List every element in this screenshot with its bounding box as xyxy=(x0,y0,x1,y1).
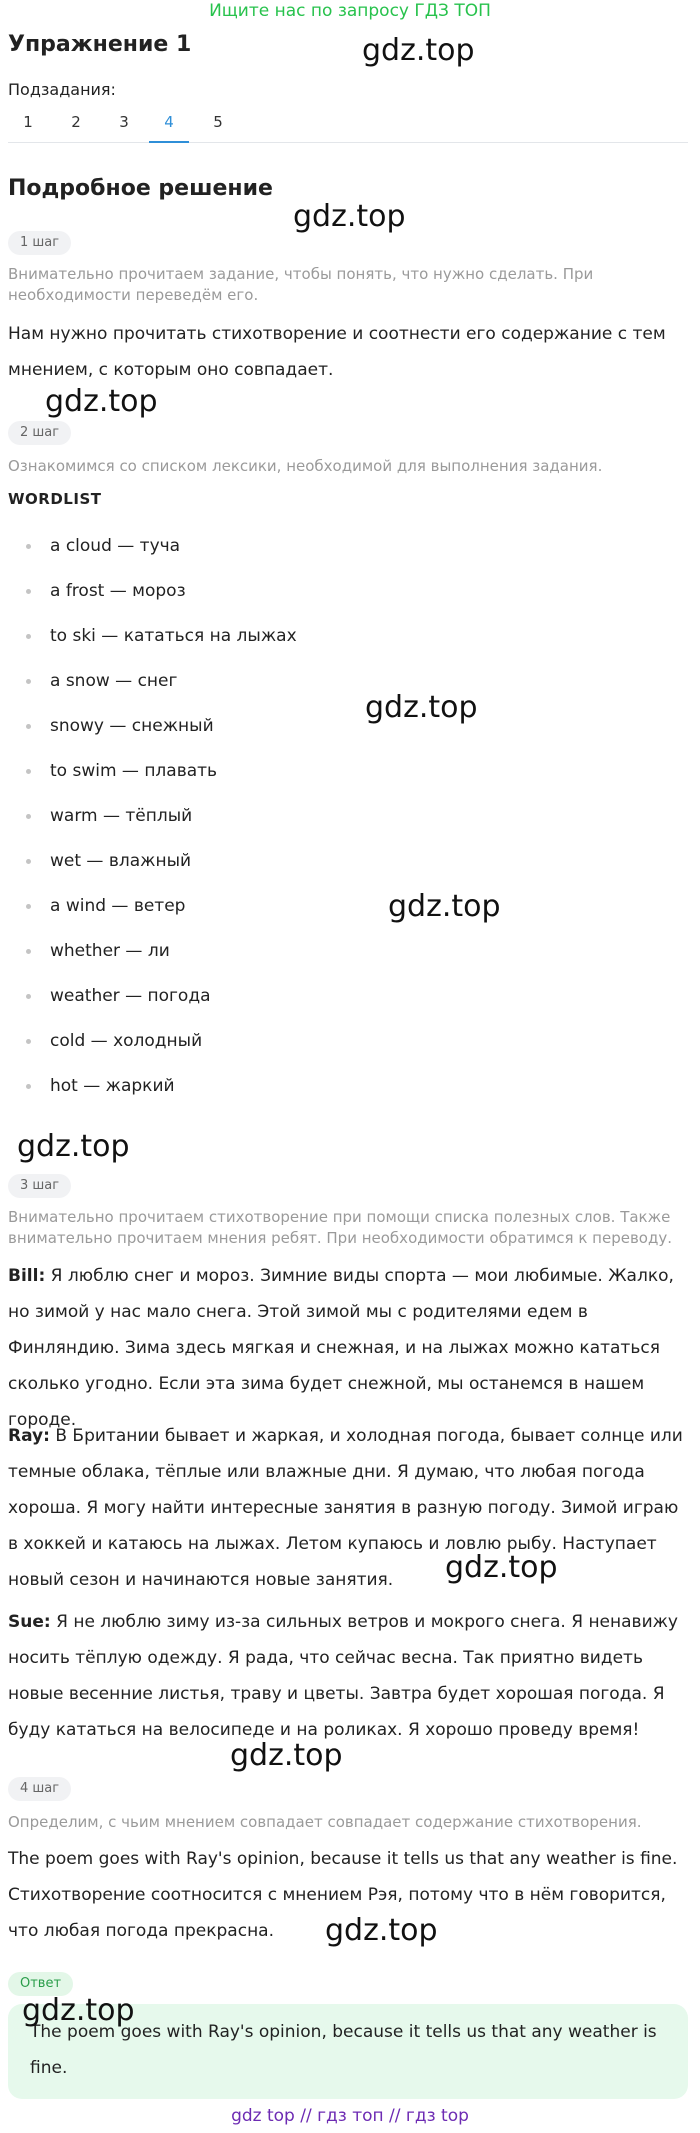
step-badge: 4 шаг xyxy=(8,1777,71,1801)
top-banner: Ищите нас по запросу ГДЗ ТОП xyxy=(209,1,491,21)
list-item: to swim — плавать xyxy=(26,760,297,805)
section-title: Подробное решение xyxy=(8,176,273,201)
step-badge: 2 шаг xyxy=(8,421,71,445)
opinion-sue: Sue: Я не люблю зиму из-за сильных ветров и мокрого снега. Я ненавижу носить тёплую одежду. Я рада, что сейчас весна. Так приятно видеть новые весенние листья, траву и цветы. Завтра будет хорошая погода. Я буду кататься на велосипеде и на роликах. Я хорошо проведу время! xyxy=(8,1612,678,1740)
watermark: gdz.top xyxy=(445,1550,558,1585)
tab-1[interactable]: 1 xyxy=(23,113,33,131)
list-item: warm — тёплый xyxy=(26,805,297,850)
watermark: gdz.top xyxy=(17,1129,130,1164)
step-text: The poem goes with Ray's opinion, because it tells us that any weather is fine. Стихотворение соотносится с мнением Рэя, потому что в нём говорится, что любая погода прекрасна. xyxy=(8,1849,678,1941)
list-item: hot — жаркий xyxy=(26,1075,297,1120)
list-item: a snow — снег xyxy=(26,670,297,715)
subtasks-label: Подзадания: xyxy=(8,80,116,99)
list-item: a cloud — туча xyxy=(26,535,297,580)
list-item: whether — ли xyxy=(26,940,297,985)
step-hint: Внимательно прочитаем стихотворение при помощи списка полезных слов. Также внимательно прочитаем мнения ребят. При необходимости обратимся к переводу. xyxy=(8,1208,672,1247)
watermark: gdz.top xyxy=(365,690,478,725)
list-item: weather — погода xyxy=(26,985,297,1030)
opinion-author: Bill xyxy=(8,1266,39,1286)
answer-badge: Ответ xyxy=(8,1972,73,1996)
subtask-tabs xyxy=(8,108,688,143)
watermark: gdz.top xyxy=(325,1913,438,1948)
list-item: snowy — снежный xyxy=(26,715,297,760)
tab-5[interactable]: 5 xyxy=(213,113,223,131)
watermark: gdz.top xyxy=(45,384,158,419)
watermark: gdz.top xyxy=(22,1993,135,2028)
opinion-author: Ray xyxy=(8,1426,44,1446)
step-badge: 3 шаг xyxy=(8,1174,71,1198)
watermark: gdz.top xyxy=(388,889,501,924)
answer-text: The poem goes with Ray's opinion, because it tells us that any weather is fine. xyxy=(30,2022,657,2078)
watermark: gdz.top xyxy=(362,33,475,68)
watermark: gdz.top xyxy=(230,1738,343,1773)
step-text: Нам нужно прочитать стихотворение и соотнести его содержание с тем мнением, с которым оно совпадает. xyxy=(8,324,666,380)
watermark: gdz.top xyxy=(293,199,406,234)
tab-2[interactable]: 2 xyxy=(71,113,81,131)
opinion-ray: Ray: В Британии бывает и жаркая, и холодная погода, бывает солнце или темные облака, тёплые или влажные дни. Я думаю, что любая погода хороша. Я могу найти интересные занятия в разную погоду. Зимой играю в хоккей и катаюсь на лыжах. Летом купаюсь и ловлю рыбу. Наступает новый сезон и начинаются новые занятия. xyxy=(8,1426,683,1590)
list-item: to ski — кататься на лыжах xyxy=(26,625,297,670)
step-hint: Определим, с чьим мнением совпадает совпадает содержание стихотворения. xyxy=(8,1813,642,1831)
opinion-bill: Bill: Я люблю снег и мороз. Зимние виды спорта — мои любимые. Жалко, но зимой у нас мало снега. Этой зимой мы с родителями едем в Финляндию. Зима здесь мягкая и снежная, и на лыжах можно кататься сколько угодно. Если эта зима будет снежной, мы останемся в нашем городе. xyxy=(8,1266,674,1430)
wordlist-title: WORDLIST xyxy=(8,490,102,508)
tab-3[interactable]: 3 xyxy=(119,113,129,131)
opinion-text: Я не люблю зиму из-за сильных ветров и мокрого снега. Я ненавижу носить тёплую одежду. Я рада, что сейчас весна. Так приятно видеть новые весенние листья, траву и цветы. Завтра будет хорошая погода. Я буду кататься на велосипеде и на роликах. Я хорошо проведу время! xyxy=(8,1612,678,1740)
step-hint: Ознакомимся со списком лексики, необходимой для выполнения задания. xyxy=(8,457,603,475)
opinion-author: Sue xyxy=(8,1612,44,1632)
list-item: cold — холодный xyxy=(26,1030,297,1075)
tab-4[interactable]: 4 xyxy=(149,112,189,143)
exercise-title: Упражнение 1 xyxy=(8,32,192,57)
opinion-text: Я люблю снег и мороз. Зимние виды спорта — мои любимые. Жалко, но зимой у нас мало снега. Этой зимой мы с родителями едем в Финляндию. Зима здесь мягкая и снежная, и на лыжах можно кататься сколько угодно. Если эта зима будет снежной, мы останемся в нашем городе. xyxy=(8,1266,674,1430)
list-item: a wind — ветер xyxy=(26,895,297,940)
step-badge: 1 шаг xyxy=(8,231,71,255)
step-hint: Внимательно прочитаем задание, чтобы понять, что нужно сделать. При необходимости переведём его. xyxy=(8,265,594,304)
opinion-text: В Британии бывает и жаркая, и холодная погода, бывает солнце или темные облака, тёплые или влажные дни. Я думаю, что любая погода хороша. Я могу найти интересные занятия в разную погоду. Зимой играю в хоккей и катаюсь на лыжах. Летом купаюсь и ловлю рыбу. Наступает новый сезон и начинаются новые занятия. xyxy=(8,1426,683,1590)
wordlist xyxy=(26,535,297,1120)
list-item: a frost — мороз xyxy=(26,580,297,625)
list-item: wet — влажный xyxy=(26,850,297,895)
footer-links[interactable]: gdz top // гдз топ // гдз top xyxy=(231,2106,469,2126)
